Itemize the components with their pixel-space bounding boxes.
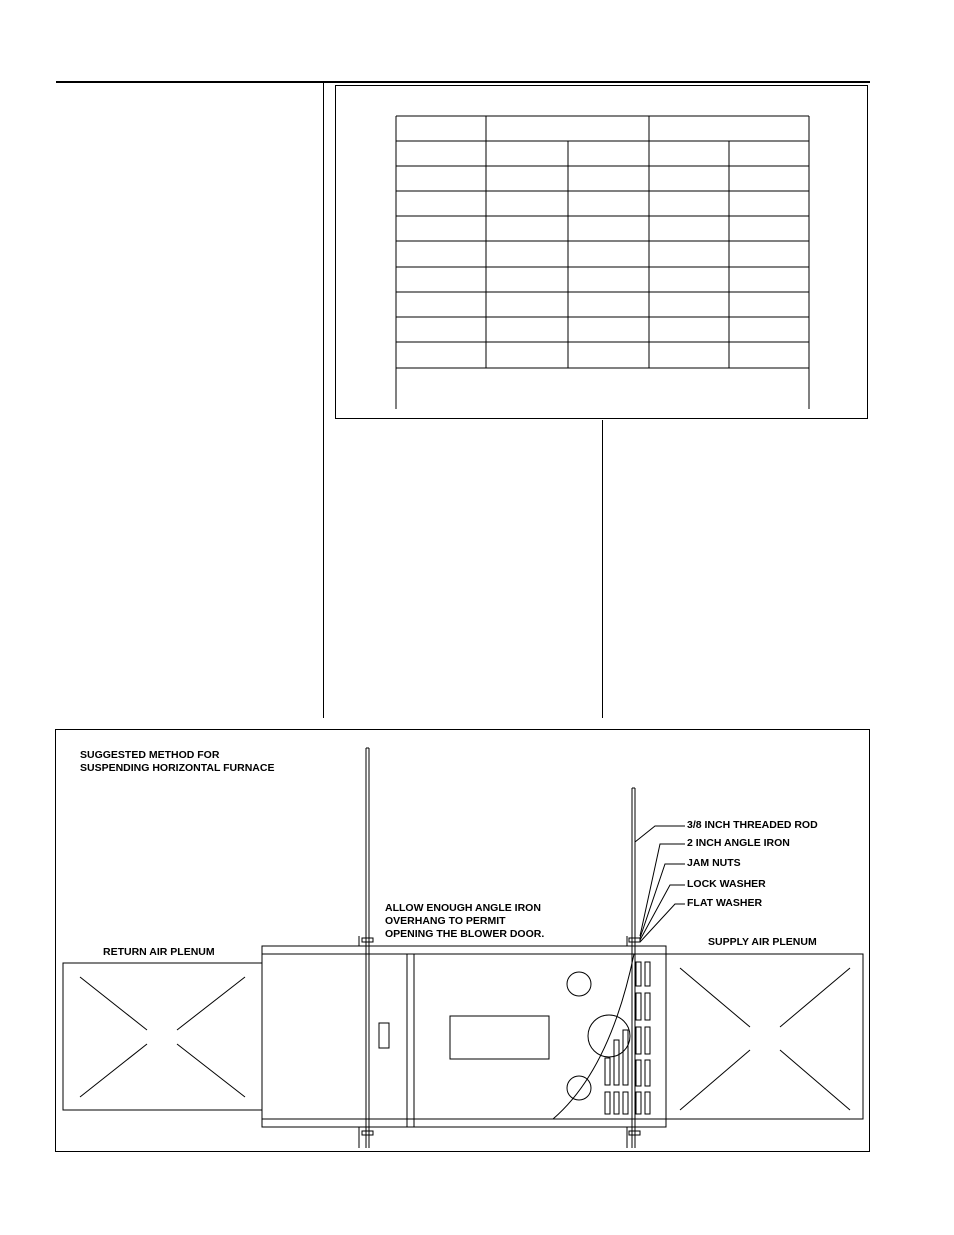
leader-threaded-rod [635,826,685,842]
supply-air-plenum-label: SUPPLY AIR PLENUM [708,936,817,948]
control-panel [450,1016,549,1059]
leader-flat-washer [640,904,685,942]
callout-flat-washer: FLAT WASHER [687,897,763,909]
note-line1: ALLOW ENOUGH ANGLE IRON [385,902,541,914]
door-latch [379,1023,389,1048]
vent-hole-top [567,972,591,996]
leader-angle-iron [640,844,685,936]
note-line2: OVERHANG TO PERMIT [385,915,506,927]
callout-threaded-rod: 3/8 INCH THREADED ROD [687,819,818,831]
right-angle-iron-bottom [627,1127,640,1148]
vent-hole-middle [588,1015,630,1057]
blower-door-swing [553,954,634,1119]
diagram-title-line1: SUGGESTED METHOD FOR [80,749,220,761]
diagram-title-line2: SUSPENDING HORIZONTAL FURNACE [80,762,275,774]
return-air-plenum [63,963,262,1110]
callout-lock-washer: LOCK WASHER [687,878,766,890]
note-line3: OPENING THE BLOWER DOOR. [385,928,545,940]
callout-jam-nuts: JAM NUTS [687,857,741,869]
supply-air-plenum [666,954,863,1119]
leader-lock-washer [640,885,685,940]
callout-angle-iron: 2 INCH ANGLE IRON [687,837,790,849]
louver-grid [605,962,650,1114]
return-air-plenum-label: RETURN AIR PLENUM [103,946,215,958]
